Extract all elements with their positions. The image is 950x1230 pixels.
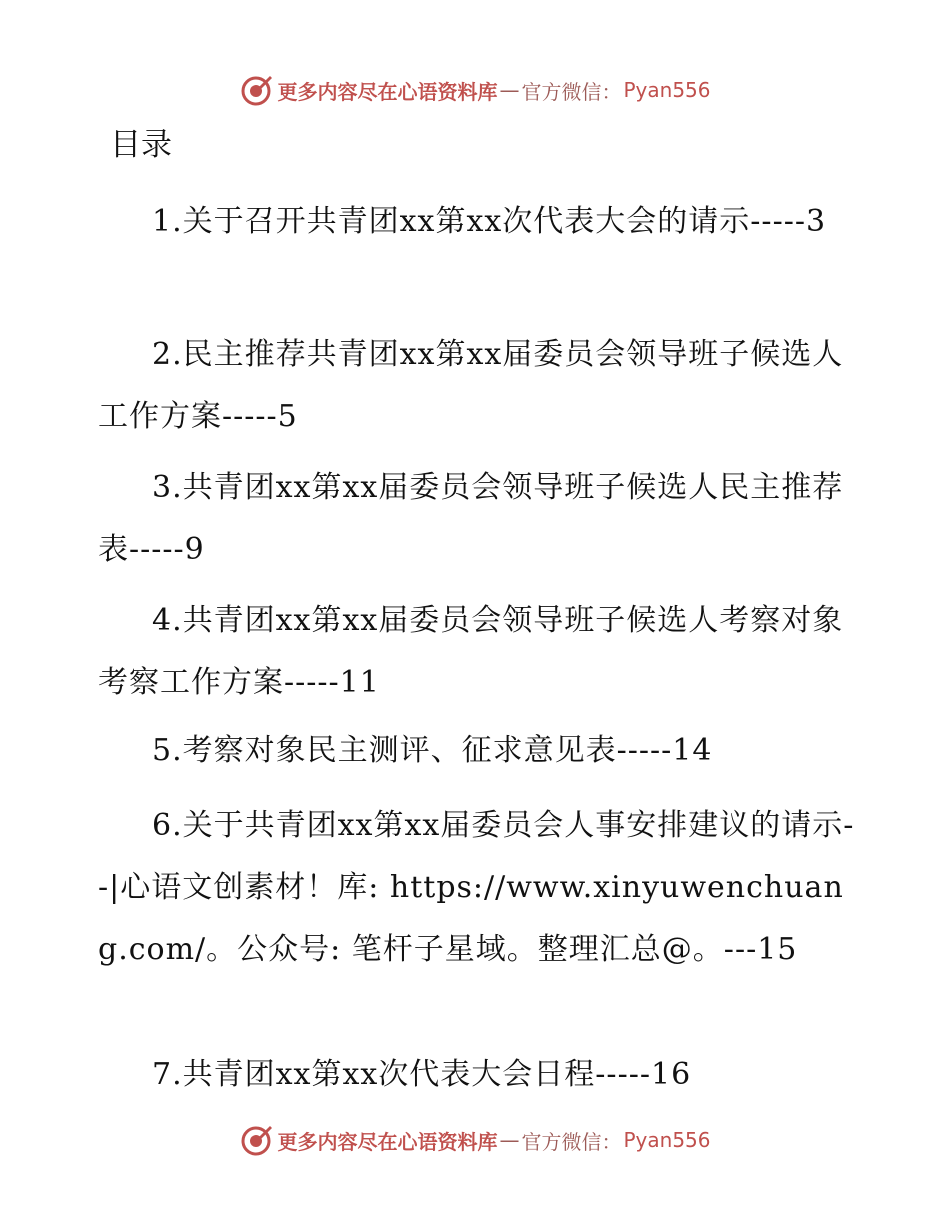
toc-entry-3: 3.共青团xx第xx届委员会领导班子候选人民主推荐表-----9: [98, 470, 844, 567]
banner-main-text: 更多内容尽在心语资料库: [277, 79, 498, 104]
footer-watermark-banner: [0, 1120, 950, 1160]
banner-wechat-id: Pyan556: [623, 78, 711, 102]
banner-dash: —: [499, 78, 520, 102]
toc-entry-4: 4.共青团xx第xx届委员会领导班子候选人考察对象考察工作方案-----11: [98, 603, 844, 700]
toc-entry-1: 1.关于召开共青团xx第xx次代表大会的请示-----3: [152, 204, 827, 239]
banner-main-text: 更多内容尽在心语资料库: [277, 1129, 498, 1154]
banner-wechat-id: Pyan556: [623, 1128, 711, 1152]
toc-title: 目录: [110, 127, 172, 163]
toc-entry-6: 6.关于共青团xx第xx届委员会人事安排建议的请示--|心语文创素材！库: https://www.xinyuwenchuang.com/。公众号: 笔杆子星域。整理汇总@。---15: [98, 808, 855, 967]
pen-logo-icon: [239, 1123, 273, 1157]
toc-entry-7: 7.共青团xx第xx次代表大会日程-----16: [152, 1057, 692, 1092]
banner-sub-text: 官方微信：: [521, 79, 622, 104]
toc-entry-5: 5.考察对象民主测评、征求意见表-----14: [152, 733, 713, 768]
banner-sub-text: 官方微信：: [521, 1129, 622, 1154]
toc-entry-2: 2.民主推荐共青团xx第xx届委员会领导班子候选人工作方案-----5: [98, 337, 844, 434]
banner-dash: —: [499, 1128, 520, 1152]
header-watermark-banner: [0, 70, 950, 110]
pen-logo-icon: [239, 73, 273, 107]
